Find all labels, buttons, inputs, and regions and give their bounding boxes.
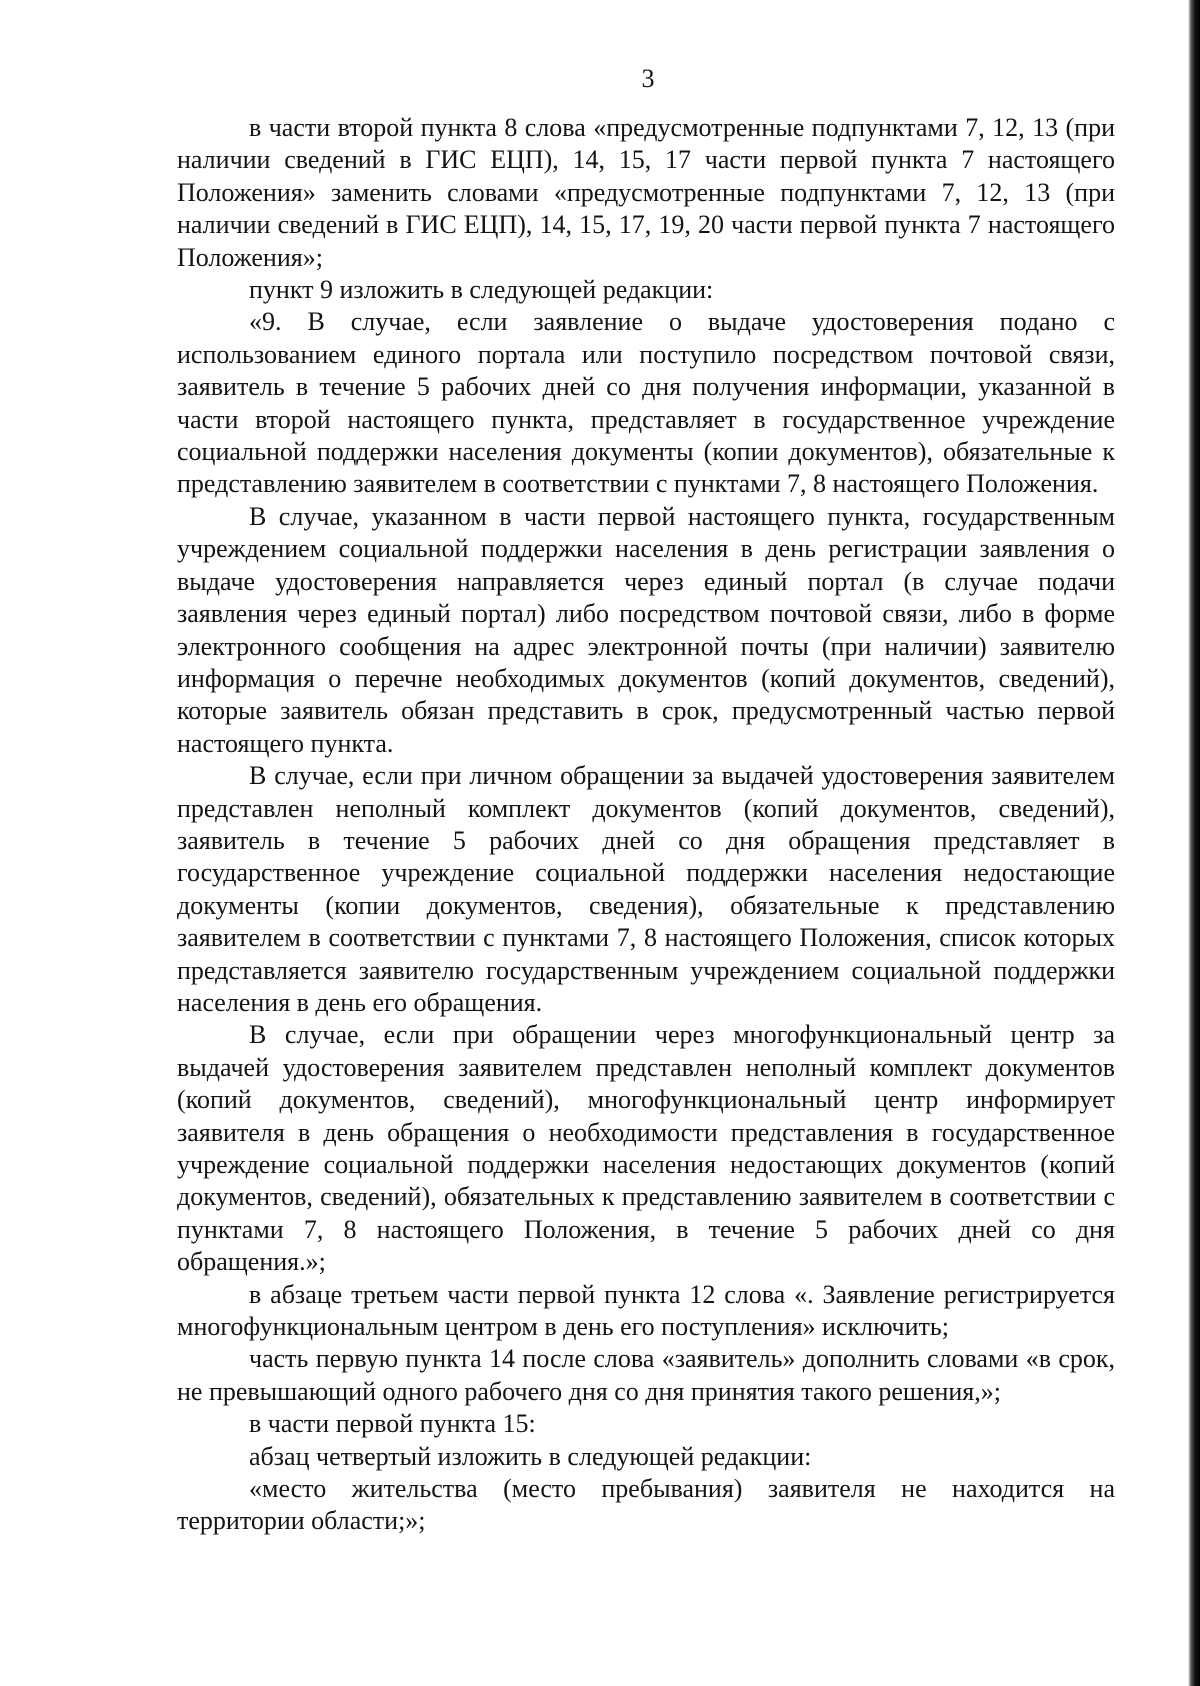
paragraph: В случае, указанном в части первой настоящего пункта, государственным учреждением социальной поддержки населения в день регистрации заявления о выдаче удостоверения направляется через единый портал (в случае подачи заявления через единый портал) либо посредством почтовой связи, либо в форме электронного сообщения на адрес электронной почты (при наличии) заявителю информация о перечне необходимых документов (копий документов, сведений), которые заявитель обязан представить в срок, предусмотренный частью первой настоящего пункта. — [177, 501, 1115, 758]
page-number: 3 — [641, 64, 655, 93]
document-body — [177, 112, 1115, 1538]
paragraph: абзац четвертый изложить в следующей редакции: — [249, 1441, 812, 1471]
paragraph: В случае, если при обращении через многофункциональный центр за выдачей удостоверения заявителем представлен неполный комплект документов (копий документов, сведений), многофункциональный центр информирует заявителя в день обращения о необходимости представления в государственное учреждение социальной поддержки населения недостающих документов (копий документов, сведений), обязательных к представлению заявителем в соответствии с пунктами 7, 8 настоящего Положения, в течение 5 рабочих дней со дня обращения.»; — [177, 1020, 1115, 1277]
paragraph: в части второй пункта 8 слова «предусмотренные подпунктами 7, 12, 13 (при наличии сведений в ГИС ЕЦП), 14, 15, 17 части первой пункта 7 настоящего Положения» заменить словами «предусмотренные подпунктами 7, 12, 13 (при наличии сведений в ГИС ЕЦП), 14, 15, 17, 19, 20 части первой пункта 7 настоящего Положения»; — [177, 113, 1115, 272]
paragraph: «9. В случае, если заявление о выдаче удостоверения подано с использованием единого портала или поступило посредством почтовой связи, заявитель в течение 5 рабочих дней со дня получения информации, указанной в части второй настоящего пункта, представляет в государственное учреждение социальной поддержки населения документы (копии документов), обязательные к представлению заявителем в соответствии с пунктами 7, 8 настоящего Положения. — [177, 307, 1115, 499]
paragraph: в части первой пункта 15: — [249, 1409, 536, 1439]
paragraph: В случае, если при личном обращении за выдачей удостоверения заявителем представлен неполный комплект документов (копий документов, сведений), заявитель в течение 5 рабочих дней со дня обращения представляет в государственное учреждение социальной поддержки населения недостающие документы (копии документов, сведения), обязательные к представлению заявителем в соответствии с пунктами 7, 8 настоящего Положения, список которых представляется заявителю государственным учреждением социальной поддержки населения в день его обращения. — [177, 761, 1115, 1017]
paragraph: пункт 9 изложить в следующей редакции: — [249, 275, 714, 305]
paragraph: в абзаце третьем части первой пункта 12 слова «. Заявление регистрируется многофункциональным центром в день его поступления» исключить; — [177, 1279, 1115, 1342]
paragraph: часть первую пункта 14 после слова «заявитель» дополнить словами «в срок, не превышающий одного рабочего дня со дня принятия такого решения,»; — [177, 1344, 1115, 1406]
scan-edge-border — [1188, 0, 1200, 1686]
paragraph: «место жительства (место пребывания) заявителя не находится на территории области;»; — [177, 1474, 1115, 1536]
